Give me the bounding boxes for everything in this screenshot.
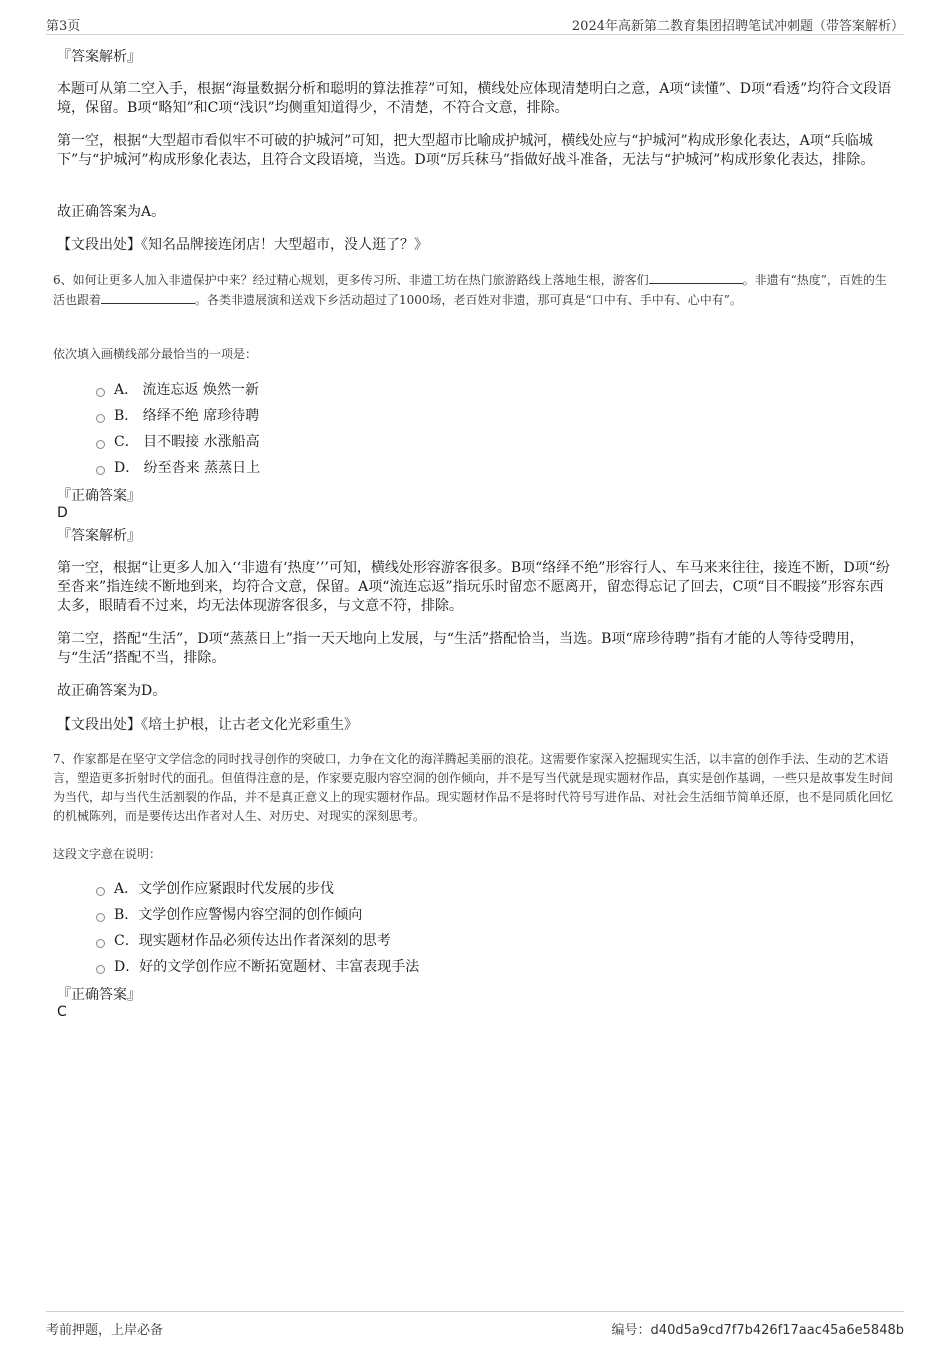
q7-option-c[interactable] bbox=[96, 932, 391, 950]
document-code bbox=[612, 1319, 904, 1338]
footer-slogan: 考前押题，上岸必备 bbox=[46, 1323, 164, 1338]
q6-analysis-para1: 第一空，根据“让更多人加入‘‘非遗有‘热度’’’可知，横线处形容游客很多。B项“络绎不绝”形容行人、车马来来往往，接连不断，D项“纷至沓来”指连续不断地到来，均符合文意，保留。A项“流连忘返”指玩乐时留恋不愿离开，留恋得忘记了回去，C项“目不暇接”形容东西太多，眼睛看不过来，均无法体现游客很多，与文意不符，排除。 bbox=[57, 560, 890, 614]
q5-analysis-para1: 本题可从第二空入手，根据“海量数据分析和聪明的算法推荐”可知，横线处应体现清楚明白之意，A项“读懂”、D项“看透”均符合文段语境，保留。B项“略知”和C项“浅识”均侧重知道得少，不清楚，不符合文意，排除。 bbox=[57, 81, 892, 116]
q5-analysis-title: 『答案解析』 bbox=[57, 49, 141, 65]
q6-option-a[interactable] bbox=[96, 381, 259, 399]
q7-option-a[interactable] bbox=[96, 880, 334, 898]
q7-correct-title: 『正确答案』 bbox=[57, 987, 141, 1003]
page-header bbox=[46, 14, 904, 35]
q6-analysis-title: 『答案解析』 bbox=[57, 528, 141, 544]
q6-option-d-label: D． 纷至沓来 蒸蒸日上 bbox=[114, 460, 261, 476]
q7-option-d[interactable] bbox=[96, 958, 419, 976]
q6-option-a-label: A． 流连忘返 焕然一新 bbox=[114, 382, 260, 398]
q7-stem: 7、作家都是在坚守文学信念的同时找寻创作的突破口，力争在文化的海洋腾起美丽的浪花。这需要作家深入挖掘现实生活，以丰富的创作手法、生动的艺术语言，塑造更多折射时代的面孔。但值得注意的是，作家要克服内容空洞的创作倾向，并不是写当代就是现实题材作品，真实是创作基调，一些只是故事发生时间为当代，却与当代生活割裂的作品，并不是真正意义上的现实题材作品。现实题材作品不是将时代符号写进作品、对社会生活细节简单还原，也不是同质化回忆的机械陈列，而是要传达出作者对人生、对历史、对现实的深刻思考。 bbox=[53, 752, 894, 823]
q6-option-b[interactable] bbox=[96, 407, 259, 425]
radio-icon[interactable] bbox=[96, 440, 105, 449]
q7-correct-answer: C bbox=[57, 1004, 67, 1020]
q6-option-b-label: B． 络绎不绝 席珍待聘 bbox=[114, 408, 260, 424]
q6-option-c-label: C． 目不暇接 水涨船高 bbox=[114, 434, 260, 450]
radio-icon[interactable] bbox=[96, 414, 105, 423]
radio-icon[interactable] bbox=[96, 388, 105, 397]
page-number: 第3页 bbox=[46, 18, 81, 34]
q5-source: 【文段出处】《知名品牌接连闭店！大型超市，没人逛了？》 bbox=[57, 237, 428, 253]
q6-correct-answer: D bbox=[57, 505, 68, 521]
q7-option-b[interactable] bbox=[96, 906, 362, 924]
q7-option-b-label: B．文学创作应警惕内容空洞的创作倾向 bbox=[114, 907, 363, 923]
q6-stem-part2: 。非遗有“热度”，百姓的生活也跟着 bbox=[53, 273, 887, 307]
document-title: 2024年高新第二教育集团招聘笔试冲刺题（带答案解析） bbox=[571, 18, 904, 34]
radio-icon[interactable] bbox=[96, 939, 105, 948]
radio-icon[interactable] bbox=[96, 887, 105, 896]
q7-option-d-label: D．好的文学创作应不断拓宽题材、丰富表现手法 bbox=[114, 959, 420, 975]
radio-icon[interactable] bbox=[96, 913, 105, 922]
q5-conclusion: 故正确答案为A。 bbox=[57, 204, 166, 220]
q7-option-c-label: C．现实题材作品必须传达出作者深刻的思考 bbox=[114, 933, 391, 949]
q7-prompt: 这段文字意在说明： bbox=[53, 847, 162, 861]
q6-option-c[interactable] bbox=[96, 433, 260, 451]
q6-option-d[interactable] bbox=[96, 459, 260, 477]
q6-correct-title: 『正确答案』 bbox=[57, 488, 141, 504]
document-code-label: 编号： bbox=[611, 1323, 651, 1338]
page-footer bbox=[46, 1311, 904, 1338]
q6-conclusion: 故正确答案为D。 bbox=[57, 683, 167, 699]
radio-icon[interactable] bbox=[96, 965, 105, 974]
q6-source: 【文段出处】《培土护根，让古老文化光彩重生》 bbox=[57, 717, 358, 733]
q6-stem-part1: 6、如何让更多人加入非遗保护中来？经过精心规划，更多传习所、非遗工坊在热门旅游路线上落地生根，游客们 bbox=[53, 273, 649, 287]
q6-blank-2 bbox=[101, 290, 195, 304]
q6-stem bbox=[53, 270, 893, 310]
q6-prompt: 依次填入画横线部分最恰当的一项是： bbox=[53, 347, 258, 361]
q5-analysis-para2: 第一空，根据“大型超市看似牢不可破的护城河”可知，把大型超市比喻成护城河，横线处应与“护城河”构成形象化表达，A项“兵临城下”与“护城河”构成形象化表达，且符合文段语境，当选。D项“厉兵秣马”指做好战斗准备，无法与“护城河”构成形象化表达，排除。 bbox=[57, 133, 875, 168]
q6-stem-part3: 。各类非遗展演和送戏下乡活动超过了1000场，老百姓对非遗，那可真是“口中有、手中有、心中有”。 bbox=[195, 293, 742, 307]
radio-icon[interactable] bbox=[96, 466, 105, 475]
q7-option-a-label: A．文学创作应紧跟时代发展的步伐 bbox=[114, 881, 335, 897]
document-code-value: d40d5a9cd7f7b426f17aac45a6e5848b bbox=[650, 1323, 904, 1338]
q6-analysis-para2: 第二空，搭配“生活”，D项“蒸蒸日上”指一天天地向上发展，与“生活”搭配恰当，当选。B项“席珍待聘”指有才能的人等待受聘用，与“生活”搭配不当，排除。 bbox=[57, 631, 864, 666]
q6-blank-1 bbox=[649, 270, 743, 284]
